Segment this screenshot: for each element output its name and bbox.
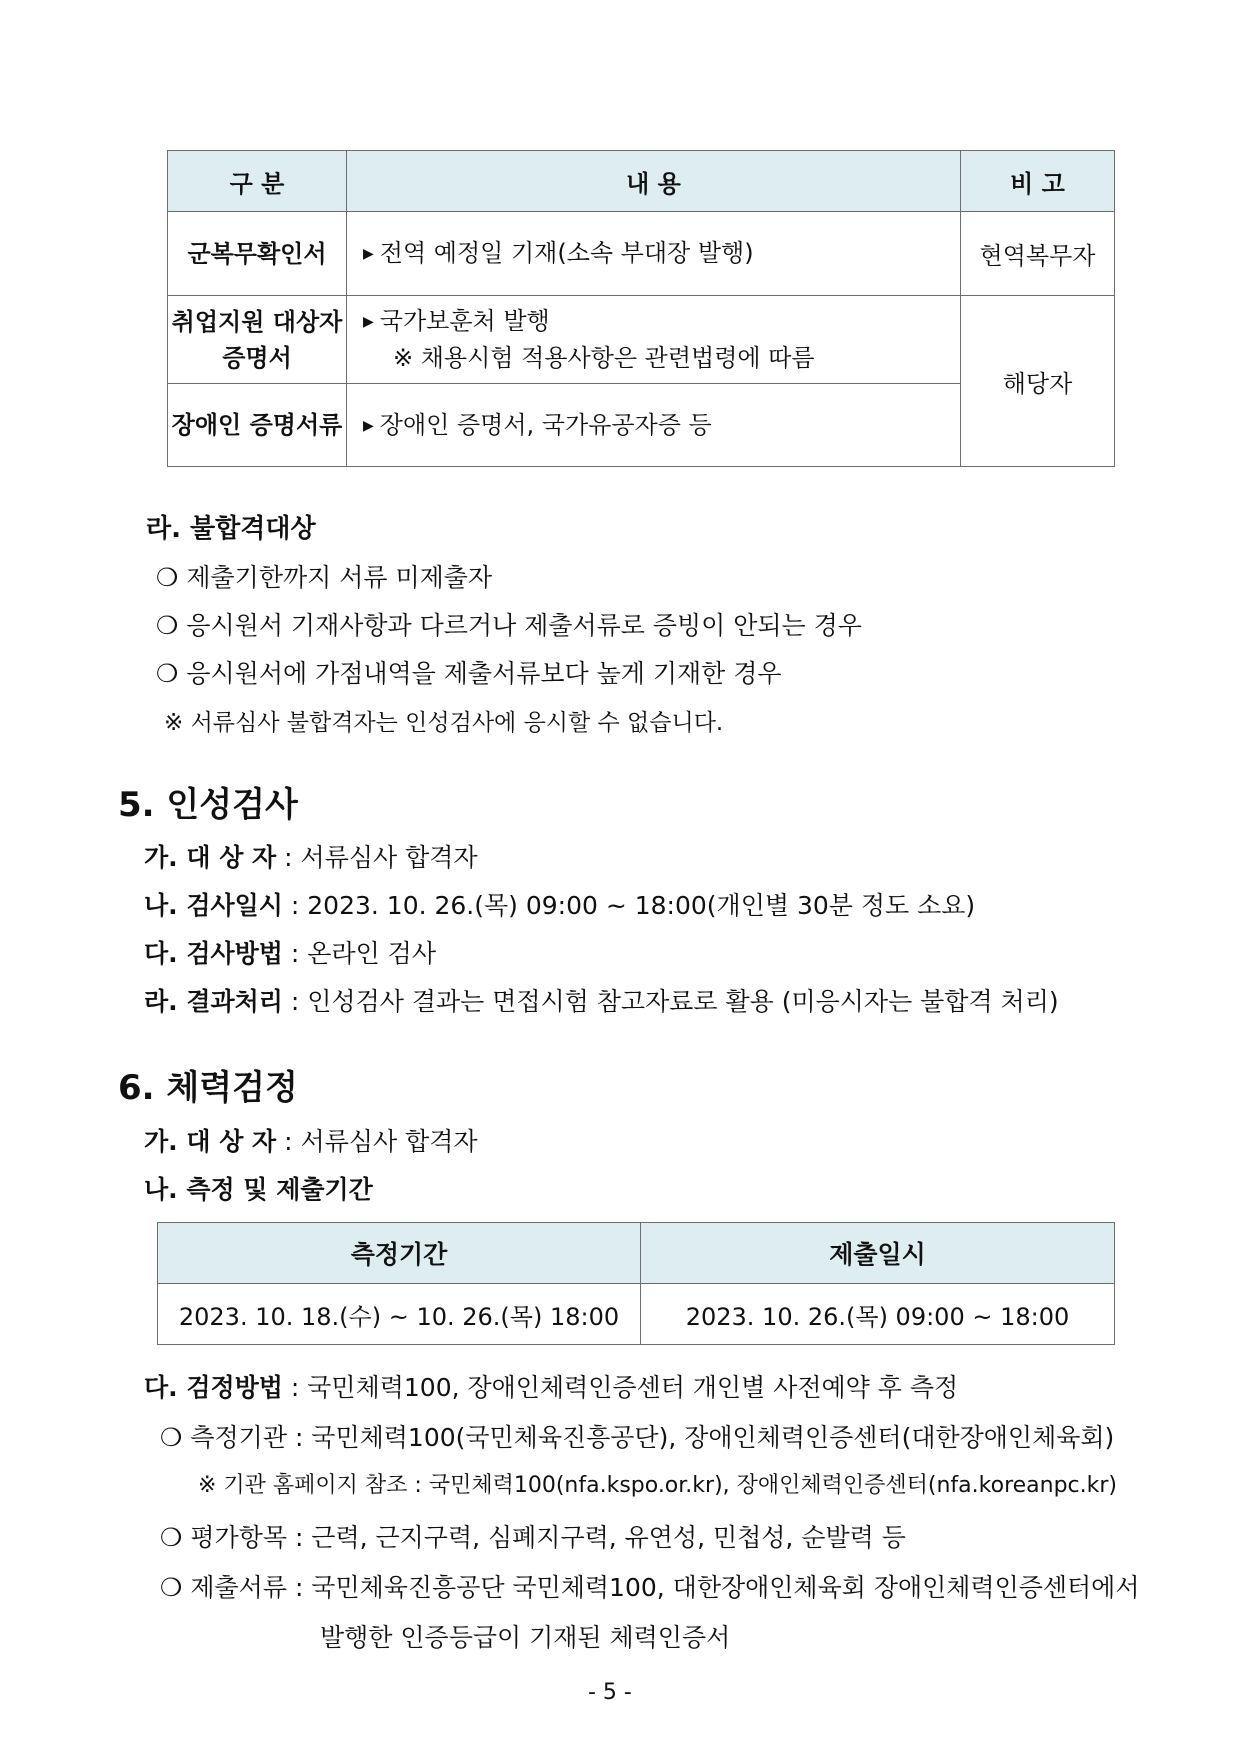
section6-target: 가. 대 상 자 : 서류심사 합격자 xyxy=(144,1127,478,1156)
fail-section-title: 라. 불합격대상 xyxy=(146,514,316,544)
table-header-row xyxy=(158,1223,1115,1284)
section6-title: 6. 체력검정 xyxy=(118,1068,298,1108)
section6-eval: ❍ 평가항목 : 근력, 근지구력, 심폐지구력, 유연성, 민첩성, 순발력 등 xyxy=(160,1523,906,1552)
circle-bullet-icon: ❍ xyxy=(160,1523,183,1552)
submit-datetime-value: 2023. 10. 26.(목) 09:00 ~ 18:00 xyxy=(641,1284,1115,1345)
header-category: 구 분 xyxy=(168,151,347,212)
section5-item: 다. 검사방법 : 온라인 검사 xyxy=(144,939,436,968)
row-content: ▶ 장애인 증명서, 국가유공자증 등 xyxy=(347,384,961,467)
section6-period-label: 나. 측정 및 제출기간 xyxy=(144,1175,373,1204)
section6-org: ❍ 측정기관 : 국민체력100(국민체육진흥공단), 장애인체력인증센터(대한장애인체육회) xyxy=(160,1423,1115,1452)
row-category: 장애인 증명서류 xyxy=(168,384,347,467)
triangle-bullet-icon: ▶ xyxy=(363,246,374,262)
circle-bullet-icon: ❍ xyxy=(156,563,179,592)
table-row xyxy=(168,296,1115,384)
row-content-note: ※ 채용시험 적용사항은 관련법령에 따름 xyxy=(393,344,815,372)
measure-period-value: 2023. 10. 18.(수) ~ 10. 26.(목) 18:00 xyxy=(158,1284,641,1345)
section5-title: 5. 인성검사 xyxy=(118,785,298,825)
documents-table xyxy=(167,150,1115,467)
list-item: ❍ 응시원서에 가점내역을 제출서류보다 높게 기재한 경우 xyxy=(156,659,782,688)
row-content: ▶ 전역 예정일 기재(소속 부대장 발행) xyxy=(347,212,961,296)
circle-bullet-icon: ❍ xyxy=(160,1573,183,1602)
table-header-row xyxy=(168,151,1115,212)
fail-note: ※ 서류심사 불합격자는 인성검사에 응시할 수 없습니다. xyxy=(164,710,724,736)
triangle-bullet-icon: ▶ xyxy=(363,314,374,330)
section6-org-note: ※ 기관 홈페이지 참조 : 국민체력100(nfa.kspo.or.kr), 장애인체력인증센터(nfa.koreanpc.kr) xyxy=(198,1473,1118,1498)
section5-item: 가. 대 상 자 : 서류심사 합격자 xyxy=(144,843,478,872)
header-note: 비 고 xyxy=(961,151,1115,212)
header-submit-datetime: 제출일시 xyxy=(641,1223,1115,1284)
section5-item: 나. 검사일시 : 2023. 10. 26.(목) 09:00 ~ 18:00(개인별 30분 정도 소요) xyxy=(144,891,976,920)
table-row xyxy=(168,212,1115,296)
section5-item: 라. 결과처리 : 인성검사 결과는 면접시험 참고자료로 활용 (미응시자는 불합격 처리) xyxy=(144,987,1059,1016)
triangle-bullet-icon: ▶ xyxy=(363,417,374,434)
row-note: 현역복무자 xyxy=(961,212,1115,296)
row-category: 군복무확인서 xyxy=(168,212,347,296)
section6-docs: ❍ 제출서류 : 국민체육진흥공단 국민체력100, 대한장애인체육회 장애인체력인증센터에서 xyxy=(160,1573,1140,1602)
circle-bullet-icon: ❍ xyxy=(160,1423,183,1452)
section6-method: 다. 검정방법 : 국민체력100, 장애인체력인증센터 개인별 사전예약 후 측정 xyxy=(144,1373,959,1402)
header-content: 내 용 xyxy=(347,151,961,212)
section6-docs-line2: 발행한 인증등급이 기재된 체력인증서 xyxy=(320,1623,731,1652)
table-row xyxy=(158,1284,1115,1345)
row-note: 해당자 xyxy=(961,296,1115,467)
period-table xyxy=(157,1222,1115,1345)
row-category: 취업지원 대상자 증명서 xyxy=(168,296,347,384)
row-content: ▶ 국가보훈처 발행 ※ 채용시험 적용사항은 관련법령에 따름 xyxy=(347,296,961,384)
circle-bullet-icon: ❍ xyxy=(156,611,179,640)
header-measure-period: 측정기간 xyxy=(158,1223,641,1284)
page-number: - 5 - xyxy=(588,1680,632,1705)
circle-bullet-icon: ❍ xyxy=(156,659,179,688)
list-item: ❍ 응시원서 기재사항과 다르거나 제출서류로 증빙이 안되는 경우 xyxy=(156,611,862,640)
list-item: ❍ 제출기한까지 서류 미제출자 xyxy=(156,563,493,592)
